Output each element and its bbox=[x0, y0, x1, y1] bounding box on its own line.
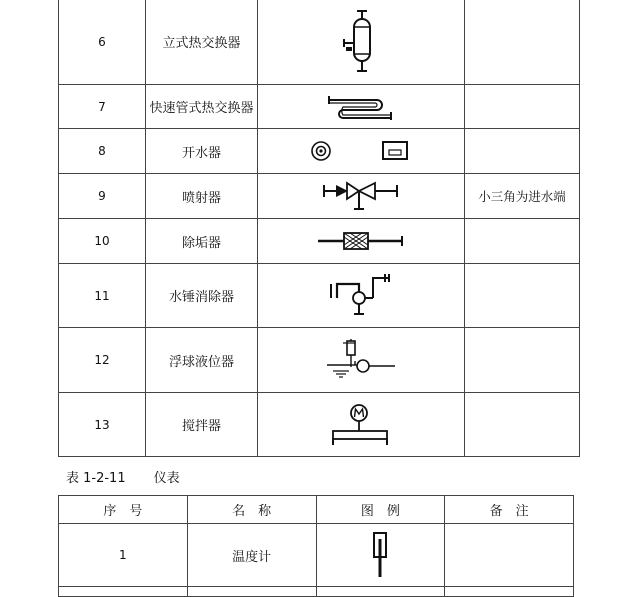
header-name: 名 称 bbox=[187, 496, 316, 524]
row-symbol bbox=[258, 129, 465, 174]
caption-number: 表 1-2-11 bbox=[66, 471, 126, 486]
float-level-icon bbox=[321, 337, 401, 383]
row-symbol bbox=[258, 393, 465, 457]
table-row bbox=[59, 85, 580, 129]
row-symbol bbox=[258, 85, 465, 129]
row-note bbox=[465, 393, 580, 457]
row-name: 水锤消除器 bbox=[146, 264, 258, 328]
header-symbol: 图 例 bbox=[316, 496, 445, 524]
row-note bbox=[465, 264, 580, 328]
row-number: 11 bbox=[59, 264, 146, 328]
row-name: 开水器 bbox=[146, 129, 258, 174]
row-symbol bbox=[258, 264, 465, 328]
row-note bbox=[445, 524, 574, 587]
table-row bbox=[59, 174, 580, 219]
row-name: 立式热交换器 bbox=[146, 0, 258, 85]
table-row bbox=[59, 0, 580, 85]
row-note bbox=[465, 219, 580, 264]
fast-tube-heat-exchanger-icon bbox=[325, 94, 397, 120]
thermometer-icon bbox=[370, 529, 390, 581]
row-number: 8 bbox=[59, 129, 146, 174]
row-number: 12 bbox=[59, 328, 146, 393]
table-row bbox=[59, 587, 574, 597]
row-name: 快速管式热交换器 bbox=[146, 85, 258, 129]
header-no: 序 号 bbox=[59, 496, 188, 524]
table-row bbox=[59, 524, 574, 587]
row-note-empty bbox=[445, 587, 574, 597]
table-row bbox=[59, 393, 580, 457]
row-name: 除垢器 bbox=[146, 219, 258, 264]
row-symbol bbox=[258, 0, 465, 85]
row-name: 温度计 bbox=[187, 524, 316, 587]
header-note: 备 注 bbox=[445, 496, 574, 524]
row-number: 7 bbox=[59, 85, 146, 129]
water-boiler-icon bbox=[311, 138, 411, 164]
row-note bbox=[465, 129, 580, 174]
stirrer-icon bbox=[329, 403, 393, 447]
row-note: 小三角为进水端 bbox=[465, 174, 580, 219]
row-note bbox=[465, 0, 580, 85]
caption-title: 仪表 bbox=[153, 471, 180, 486]
row-number: 9 bbox=[59, 174, 146, 219]
row-number: 13 bbox=[59, 393, 146, 457]
row-number: 1 bbox=[59, 524, 188, 587]
table-row bbox=[59, 264, 580, 328]
row-number-empty bbox=[59, 587, 188, 597]
row-symbol bbox=[258, 219, 465, 264]
row-name: 搅拌器 bbox=[146, 393, 258, 457]
row-name: 喷射器 bbox=[146, 174, 258, 219]
table-row bbox=[59, 328, 580, 393]
row-symbol bbox=[258, 174, 465, 219]
ejector-icon bbox=[321, 179, 401, 213]
row-note bbox=[465, 85, 580, 129]
row-number: 10 bbox=[59, 219, 146, 264]
row-note bbox=[465, 328, 580, 393]
equipment-symbol-table bbox=[58, 0, 580, 457]
row-symbol-empty bbox=[316, 587, 445, 597]
table-header-row bbox=[59, 496, 574, 524]
instrument-symbol-table bbox=[58, 495, 574, 597]
water-hammer-arrester-icon bbox=[329, 272, 393, 320]
row-symbol bbox=[258, 328, 465, 393]
row-name-empty bbox=[187, 587, 316, 597]
row-name: 浮球液位器 bbox=[146, 328, 258, 393]
table-row bbox=[59, 129, 580, 174]
row-symbol bbox=[316, 524, 445, 587]
descaler-icon bbox=[316, 231, 406, 251]
row-number: 6 bbox=[59, 0, 146, 85]
table-caption bbox=[66, 467, 180, 486]
table-row bbox=[59, 219, 580, 264]
vertical-heat-exchanger-icon bbox=[341, 9, 381, 75]
